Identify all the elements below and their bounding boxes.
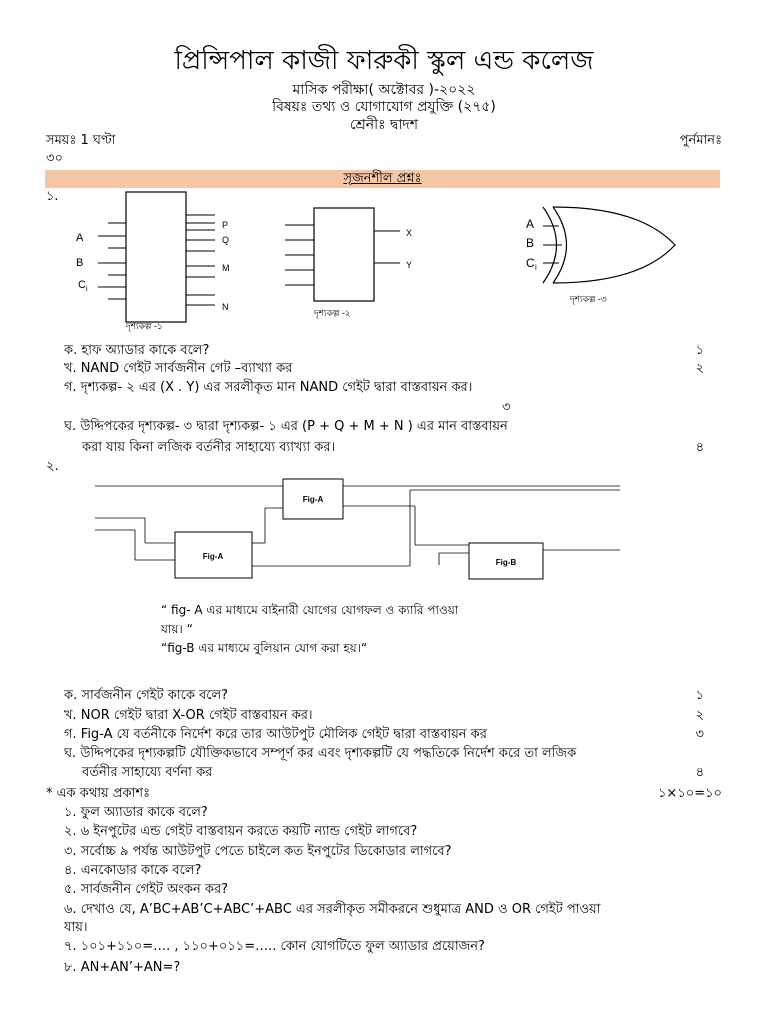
subject: বিষয়ঃ তথ্য ও যোগাযোগ প্রযুক্তি (২৭৫) [272, 99, 496, 115]
short-item-7: ৭. ১০১+১১০=…. , ১১০+০১১=….. কোন যোগটিতে ফুল অ্যাডার প্রয়োজন? [64, 939, 485, 954]
fig3-input-c-subscript: i [535, 263, 537, 272]
q1-diagram [60, 185, 700, 335]
fig1-input-b: B [76, 257, 84, 269]
fig3-input-a: A [526, 217, 535, 231]
fig3-input-c: C [526, 256, 535, 270]
q2-part-gha-cont: বর্তনীর সাহায্যে বর্ণনা কর [82, 765, 213, 780]
q2-part-ga-mark: ৩ [695, 727, 704, 742]
section-heading: সৃজনশীল প্রশ্নঃ [343, 171, 422, 186]
school-name: প্রিন্সিপাল কাজী ফারুকী স্কুল এন্ড কলেজ [174, 46, 594, 76]
full-marks-label: পুর্নমানঃ [679, 133, 722, 148]
short-item-6-cont: যায়। [64, 920, 88, 935]
short-item-5: ৫. সার্বজনীন গেইট অংকন কর? [64, 882, 229, 897]
fig1-output-q: Q [222, 235, 230, 245]
fig2-lines [285, 225, 400, 285]
q1-part-gha-mark: ৪ [695, 440, 704, 455]
fig2-output-y: Y [406, 260, 413, 270]
short-item-6: ৬. দেখাও যে, A’BC+AB’C+ABC’+ABC এর সরলীকৃত সমীকরনে শুধুমাত্র AND ও OR গেইট পাওয়া [64, 902, 601, 917]
q2-diagram [95, 470, 625, 585]
fig1-output-n: N [222, 302, 229, 312]
q1-part-ga: গ. দৃশ্যকল্প- ২ এর (X . Y) এর সরলীকৃত মান NAND গেইট দ্বারা বাস্তবায়ন কর। [64, 380, 473, 395]
short-item-2: ২. ৬ ইনপুটের এন্ড গেইট বাস্তবায়ন করতে কয়টি ন্যান্ড গেইট লাগবে? [64, 824, 418, 839]
short-item-3: ৩. সর্বোচ্চ ৯ পর্যন্ত আউটপুট পেতে চাইলে কত ইনপুটের ডিকোডার লাগবে? [64, 844, 452, 859]
fig-b-label: Fig-B [495, 558, 517, 567]
q1-part-kha: খ. NAND গেইট সার্বজনীন গেট –ব্যাখ্যা কর [64, 361, 293, 376]
q2-part-kha-mark: ২ [695, 708, 704, 723]
full-marks-value: ৩০ [46, 151, 63, 166]
fig-a-top-label: Fig-A [302, 495, 324, 504]
fig3-or-gate [543, 207, 675, 283]
fig1-input-c-subscript: i [86, 286, 88, 293]
fig1-output-m: M [222, 263, 230, 273]
fig2-output-x: X [406, 228, 413, 238]
q2-quote1-cont: যায়। “ [161, 622, 193, 636]
short-heading: * এক কথায় প্রকাশঃ [46, 786, 151, 801]
fig1-output-p: P [222, 220, 229, 230]
fig3-input-lines [543, 226, 562, 263]
q1-part-gha-cont: করা যায় কিনা লজিক বর্তনীর সাহায্যে ব্যাখ্যা কর। [82, 440, 336, 455]
exam-time: সময়ঃ 1 ঘণ্টা [46, 133, 116, 148]
short-marks: ১×১০=১০ [658, 786, 722, 801]
fig-a-left-label: Fig-A [202, 552, 224, 561]
q2-part-ka-mark: ১ [695, 688, 704, 703]
fig1-input-lines [98, 223, 126, 299]
fig1-input-a: A [76, 232, 84, 244]
q2-number: ২. [46, 459, 59, 474]
fig2-block [314, 208, 374, 301]
q2-quote1: “ fig- A এর মাধ্যমে বাইনারী যোগের যোগফল ও ক্যারি পাওয়া [161, 603, 459, 617]
q2-part-kha: খ. NOR গেইট দ্বারা X-OR গেইট বাস্তবায়ন কর। [64, 708, 313, 723]
class-level: শ্রেনীঃ দ্বাদশ [349, 117, 419, 133]
q1-part-gha: ঘ. উদ্দিপকের দৃশ্যকল্প- ৩ দ্বারা দৃশ্যকল্প- ১ এর (P + Q + M + N ) এর মান বাস্তবায়ন [64, 419, 508, 434]
q2-part-gha: ঘ. উদ্দিপকের দৃশ্যকল্পটি যৌক্তিকভাবে সম্পূর্ণ কর এবং দৃশ্যকল্পটি যে পদ্ধতিকে নির্দেশ করে তা লজিক [64, 746, 577, 761]
fig2-caption: দৃশ্যকল্প -২ [314, 308, 351, 318]
q2-part-gha-mark: ৪ [695, 765, 704, 780]
fig1-block [126, 192, 186, 322]
fig1-input-c: C [78, 279, 86, 291]
fig3-input-b: B [526, 236, 535, 250]
short-item-1: ১. ফুল অ্যাডার কাকে বলে? [64, 805, 208, 820]
q2-quote2: “fig-B এর মাধ্যমে বুলিয়ান যোগ করা হয়।“ [161, 641, 368, 655]
short-item-8: ৮. AN+AN’+AN=? [64, 960, 181, 975]
fig1-caption: দৃশ্যকল্প -১ [126, 321, 163, 331]
q1-part-kha-mark: ২ [695, 361, 704, 376]
q2-part-ka: ক. সার্বজনীন গেইট কাকে বলে? [64, 688, 229, 703]
short-item-4: ৪. এনকোডার কাকে বলে? [64, 863, 202, 878]
q1-part-ga-mark: ৩ [502, 400, 511, 415]
q1-part-ka-mark: ১ [695, 343, 704, 358]
q1-number: ১. [46, 189, 59, 204]
fig1-output-lines [186, 215, 215, 305]
exam-name: মাসিক পরীক্ষা( অক্টোবর )-২০২২ [292, 82, 476, 98]
q2-part-ga: গ. Fig-A যে বর্তনীকে নির্দেশ করে তার আউটপুট মৌলিক গেইট দ্বারা বাস্তবায়ন কর [64, 727, 487, 742]
fig3-caption: দৃশ্যকল্প -৩ [570, 294, 607, 304]
q1-part-ka: ক. হাফ অ্যাডার কাকে বলে? [64, 343, 210, 358]
